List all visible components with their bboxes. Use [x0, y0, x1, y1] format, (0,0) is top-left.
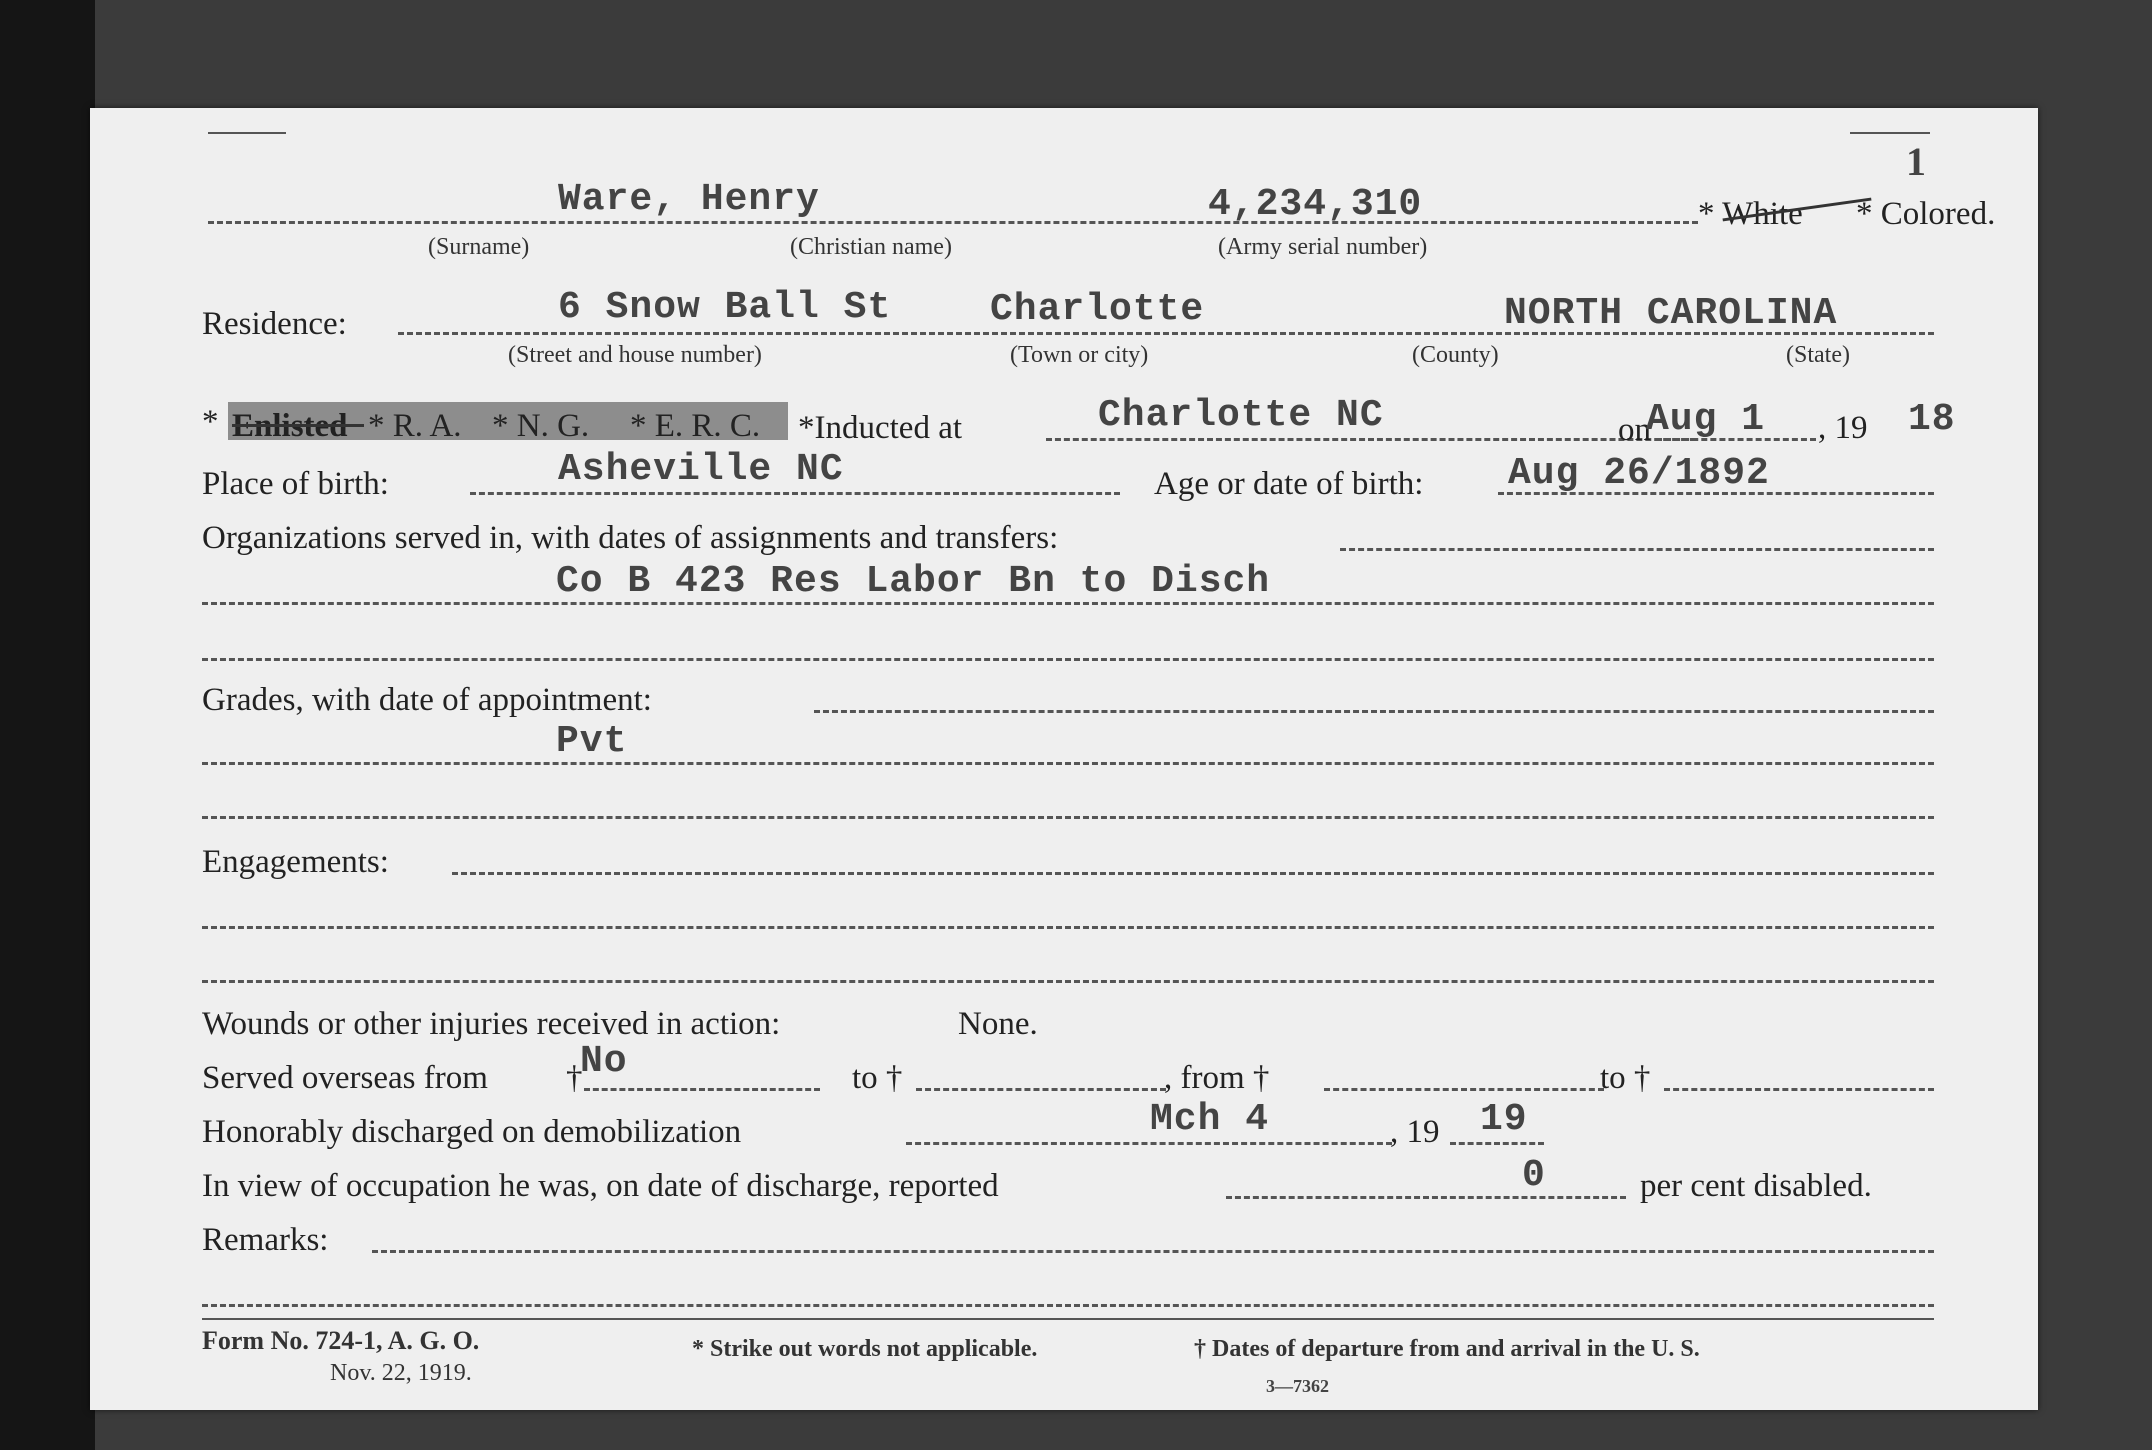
induction-date-line	[1656, 438, 1816, 441]
overseas-to-label: to †	[852, 1060, 903, 1096]
induction-year-prefix: , 19	[1818, 410, 1868, 446]
overseas-from2-line	[1324, 1088, 1604, 1091]
form-number: Form No. 724-1, A. G. O.	[202, 1326, 480, 1355]
grades-line-3	[202, 816, 1934, 819]
print-code: 3—7362	[1266, 1376, 1329, 1396]
city-caption: (Town or city)	[1010, 342, 1149, 368]
grades-label: Grades, with date of appointment:	[202, 682, 652, 718]
typed-serial: 4,234,310	[1208, 183, 1423, 226]
engagements-line-3	[202, 980, 1934, 983]
remarks-line-2	[202, 1304, 1934, 1307]
typed-induction-date: Aug 1	[1646, 398, 1766, 441]
discharge-year-prefix: , 19	[1390, 1114, 1440, 1150]
age-label: Age or date of birth:	[1154, 466, 1424, 502]
organizations-line-2	[202, 602, 1934, 605]
name-line	[208, 221, 1698, 224]
serial-caption: (Army serial number)	[1218, 234, 1428, 260]
typed-grades: Pvt	[556, 720, 628, 763]
typed-induction-place: Charlotte NC	[1098, 394, 1384, 437]
residence-line	[398, 332, 1934, 335]
remarks-line-1	[372, 1250, 1934, 1253]
top-right-rule	[1850, 132, 1930, 134]
top-left-rule	[208, 132, 286, 134]
disability-suffix: per cent disabled.	[1640, 1168, 1872, 1204]
state-caption: (State)	[1786, 342, 1850, 368]
overseas-label: Served overseas from	[202, 1060, 488, 1096]
engagements-line-1	[452, 872, 1934, 875]
scan-background	[0, 0, 95, 1450]
star-mark: *	[202, 404, 219, 440]
typed-overseas-from: No	[580, 1040, 628, 1083]
grades-line-1	[814, 710, 1934, 713]
organizations-label: Organizations served in, with dates of assignments and transfers:	[202, 520, 1059, 556]
enlisted-label: Enlisted	[232, 408, 348, 444]
overseas-from2-label: , from †	[1164, 1060, 1270, 1096]
enlisted-strikeout	[232, 424, 364, 427]
typed-birth-date: Aug 26/1892	[1508, 452, 1770, 495]
disability-line	[1226, 1196, 1626, 1199]
place-of-birth-label: Place of birth:	[202, 466, 389, 502]
typed-organizations: Co B 423 Res Labor Bn to Disch	[556, 560, 1271, 603]
overseas-from-line	[584, 1088, 820, 1091]
overseas-dagger: †	[566, 1060, 583, 1096]
ra-label: * R. A.	[368, 408, 462, 444]
christian-caption: (Christian name)	[790, 234, 952, 260]
induction-place-line	[1046, 438, 1696, 441]
discharge-year-line	[1450, 1142, 1544, 1145]
residence-label: Residence:	[202, 306, 347, 342]
card-number: 1	[1906, 139, 1927, 184]
form-date: Nov. 22, 1919.	[330, 1360, 472, 1386]
service-record-card	[90, 108, 2038, 1410]
colored-label: * Colored.	[1856, 196, 1996, 232]
surname-caption: (Surname)	[428, 234, 530, 260]
strike-note: * Strike out words not applicable.	[692, 1336, 1038, 1362]
inducted-label: *Inducted at	[798, 410, 963, 446]
birth-date-line	[1498, 492, 1934, 495]
disability-label: In view of occupation he was, on date of discharge, reported	[202, 1168, 999, 1204]
organizations-line-1	[1340, 548, 1934, 551]
street-caption: (Street and house number)	[508, 342, 762, 368]
typed-discharge-year: 19	[1480, 1098, 1528, 1141]
typed-induction-year: 18	[1908, 398, 1956, 441]
typed-street: 6 Snow Ball St	[558, 286, 892, 329]
birth-place-line	[470, 492, 1120, 495]
remarks-label: Remarks:	[202, 1222, 329, 1258]
white-label: * White	[1698, 196, 1803, 232]
ng-label: * N. G.	[492, 408, 590, 444]
discharge-label: Honorably discharged on demobilization	[202, 1114, 742, 1150]
typed-state: NORTH CAROLINA	[1504, 292, 1838, 335]
typed-city: Charlotte	[990, 288, 1205, 331]
overseas-to-line	[916, 1088, 1166, 1091]
county-caption: (County)	[1412, 342, 1499, 368]
typed-discharge-date: Mch 4	[1150, 1098, 1270, 1141]
overseas-to2-label: to †	[1600, 1060, 1651, 1096]
typed-disability-percent: 0	[1522, 1154, 1546, 1197]
typed-birth-place: Asheville NC	[558, 448, 844, 491]
grades-line-2	[202, 762, 1934, 765]
engagements-label: Engagements:	[202, 844, 389, 880]
dagger-note: † Dates of departure from and arrival in the U. S.	[1194, 1336, 1700, 1362]
discharge-date-line	[906, 1142, 1392, 1145]
footer-rule	[202, 1318, 1934, 1320]
on-label: on	[1618, 412, 1651, 448]
wounds-label: Wounds or other injuries received in action:	[202, 1006, 781, 1042]
wounds-value: None.	[958, 1006, 1038, 1042]
organizations-line-3	[202, 658, 1934, 661]
engagements-line-2	[202, 926, 1934, 929]
erc-label: * E. R. C.	[630, 408, 761, 444]
overseas-to2-line	[1664, 1088, 1934, 1091]
typed-name: Ware, Henry	[558, 178, 820, 221]
